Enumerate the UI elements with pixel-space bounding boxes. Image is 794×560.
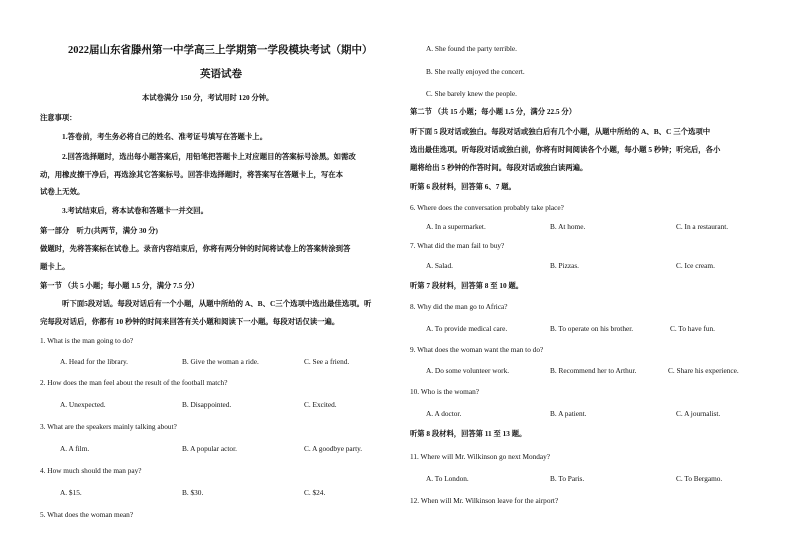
question-1-option-c: C. See a friend.	[304, 357, 350, 366]
question-9-option-b: B. Recommend her to Arthur.	[550, 366, 637, 375]
question-3-option-c: C. A goodbye party.	[304, 444, 363, 453]
note-3: 3.考试结束后，将本试卷和答题卡一并交回。	[62, 206, 208, 215]
note-2c: 试卷上无效。	[40, 187, 85, 196]
question-8-option-c: C. To have fun.	[670, 324, 715, 333]
question-7-option-a: A. Salad.	[426, 261, 453, 270]
question-1: 1. What is the man going to do?	[40, 336, 134, 345]
question-10-option-a: A. A doctor.	[426, 409, 462, 418]
question-1-option-b: B. Give the woman a ride.	[182, 357, 259, 366]
question-1-option-a: A. Head for the library.	[60, 357, 129, 366]
instruction-passage-8: 听第 8 段材料，回答第 11 至 13 题。	[410, 429, 527, 438]
question-3-option-a: A. A film.	[60, 444, 90, 453]
question-11: 11. Where will Mr. Wilkinson go next Monday?	[410, 452, 551, 461]
question-3-option-b: B. A popular actor.	[182, 444, 237, 453]
exam-subtitle: 英语试卷	[200, 69, 242, 80]
notes-heading: 注意事项：	[40, 113, 77, 122]
section1-line1: 听下面5段对话。每段对话后有一个小题，从题中所给的 A、B、C三个选项中选出最佳选项。听	[62, 299, 372, 308]
question-6-option-c: C. In a restaurant.	[676, 222, 729, 231]
question-11-option-a: A. To London.	[426, 474, 469, 483]
section2-line1: 听下面 5 段对话或独白。每段对话或独白后有几个小题，从题中所给的 A、B、C 三个选项中	[410, 127, 711, 136]
question-6-option-b: B. At home.	[550, 222, 586, 231]
question-7-option-b: B. Pizzas.	[550, 261, 579, 270]
question-6-option-a: A. In a supermarket.	[426, 222, 486, 231]
instruction-passage-7: 听第 7 段材料，回答第 8 至 10 题。	[410, 281, 524, 290]
question-8-option-a: A. To provide medical care.	[426, 324, 508, 333]
note-2a: 2.回答选择题时，选出每小题答案后，用铅笔把答题卡上对应题目的答案标号涂黑。如需改	[62, 152, 356, 161]
question-8-option-b: B. To operate on his brother.	[550, 324, 634, 333]
score-info: 本试卷满分 150 分，考试用时 120 分钟。	[142, 93, 274, 102]
question-10-option-c: C. A journalist.	[676, 409, 721, 418]
question-12: 12. When will Mr. Wilkinson leave for the airport?	[410, 496, 559, 505]
question-11-option-c: C. To Bergamo.	[676, 474, 723, 483]
question-5-option-c: C. She barely knew the people.	[426, 89, 517, 98]
section2-heading: 第二节 （共 15 小题；每小题 1.5 分，满分 22.5 分）	[410, 107, 577, 116]
question-7-option-c: C. Ice cream.	[676, 261, 715, 270]
question-2-option-c: C. Excited.	[304, 400, 337, 409]
section2-line2: 选出最佳选项。听每段对话或独白前，你将有时间阅读各个小题，每小题 5 秒钟；听完后，各小	[410, 145, 721, 154]
question-4: 4. How much should the man pay?	[40, 466, 142, 475]
question-9-option-a: A. Do some volunteer work.	[426, 366, 510, 375]
question-4-option-b: B. $30.	[182, 488, 204, 497]
question-3: 3. What are the speakers mainly talking about?	[40, 422, 177, 431]
question-9: 9. What does the woman want the man to do?	[410, 345, 544, 354]
part1-line1: 做题时，先将答案标在试卷上。录音内容结束后，你将有两分钟的时间将试卷上的答案转涂到答	[40, 244, 351, 253]
section2-line3: 题将给出 5 秒钟的作答时间。每段对话或独白读两遍。	[410, 163, 588, 172]
question-6: 6. Where does the conversation probably take place?	[410, 203, 564, 212]
question-4-option-a: A. $15.	[60, 488, 82, 497]
question-8: 8. Why did the man go to Africa?	[410, 302, 508, 311]
question-2-option-a: A. Unexpected.	[60, 400, 106, 409]
note-2b: 动，用橡皮擦干净后，再选涂其它答案标号。回答非选择题时，将答案写在答题卡上，写在本	[40, 170, 344, 179]
question-5-option-b: B. She really enjoyed the concert.	[426, 67, 525, 76]
question-5-option-a: A. She found the party terrible.	[426, 44, 517, 53]
question-7: 7. What did the man fail to buy?	[410, 241, 505, 250]
note-1: 1.答卷前，考生务必将自己的姓名、准考证号填写在答题卡上。	[62, 132, 268, 141]
question-2-option-b: B. Disappointed.	[182, 400, 232, 409]
question-9-option-c: C. Share his experience.	[668, 366, 739, 375]
question-2: 2. How does the man feel about the result of the football match?	[40, 378, 228, 387]
question-11-option-b: B. To Paris.	[550, 474, 585, 483]
question-4-option-c: C. $24.	[304, 488, 326, 497]
exam-title: 2022届山东省滕州第一中学高三上学期第一学段模块考试（期中）	[68, 45, 373, 56]
instruction-passage-6: 听第 6 段材料，回答第 6、7 题。	[410, 182, 516, 191]
question-10-option-b: B. A patient.	[550, 409, 587, 418]
part1-line2: 题卡上。	[40, 262, 70, 271]
section1-line2: 完每段对话后，你都有 10 秒钟的时间来回答有关小题和阅读下一小题。每段对话仅读一遍。	[40, 317, 340, 326]
question-5: 5. What does the woman mean?	[40, 510, 134, 519]
section1-heading: 第一节 （共 5 小题；每小题 1.5 分，满分 7.5 分）	[40, 281, 199, 290]
part1-heading: 第一部分 听力(共两节，满分 30 分)	[40, 226, 158, 235]
question-10: 10. Who is the woman?	[410, 387, 479, 396]
